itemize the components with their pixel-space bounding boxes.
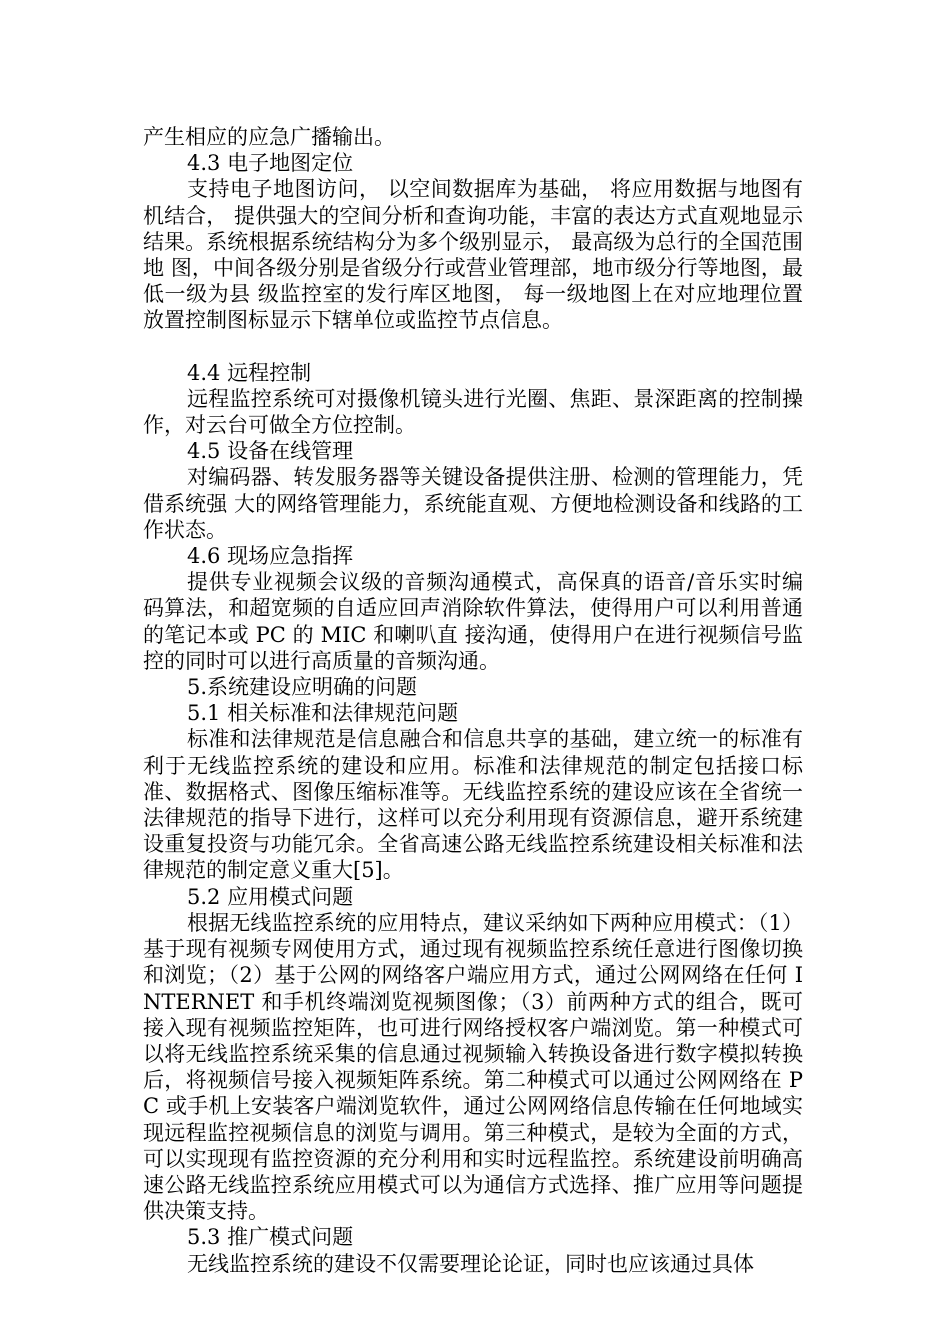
paragraph-application-modes: 根据无线监控系统的应用特点，建议采纳如下两种应用模式：（1）基于现有视频专网使用方式，通过现有视频监控系统任意进行图像切换和浏览；（2）基于公网的网络客户端应用方式，通过公网网络在任何 INTERNET 和手机终端浏览视频图像；（3）前两种方式的组合，既可接入现有视频监控矩阵，也可进行网络授权客户端浏览。第一种模式可以将无线监控系统采集的信息通过视频输入转换设备进行数字模拟转换后，将视频信号接入视频矩阵系统。第二种模式可以通过公网网络在 PC 或手机上安装客户端浏览软件，通过公网网络信息传输在任何地域实现远程监控视频信息的浏览与调用。第三种模式，是较为全面的方式，可以实现现有监控资源的充分利用和实时远程监控。系统建设前明确高速公路无线监控系统应用模式可以为通信方式选择、推广应用等问题提供决策支持。 bbox=[143, 910, 803, 1224]
paragraph-device-management: 对编码器、转发服务器等关键设备提供注册、检测的管理能力，凭借系统强 大的网络管理能力，系统能直观、方便地检测设备和线路的工作状态。 bbox=[143, 465, 803, 542]
paragraph-remote-control: 远程监控系统可对摄像机镜头进行光圈、焦距、景深距离的控制操作，对云台可做全方位控制。 bbox=[143, 386, 803, 438]
heading-4-4: 4.4 远程控制 bbox=[187, 360, 312, 385]
heading-4-3: 4.3 电子地图定位 bbox=[187, 151, 354, 176]
paragraph-standards: 标准和法律规范是信息融合和信息共享的基础，建立统一的标准有利于无线监控系统的建设和应用。标准和法律规范的制定包括接口标准、数据格式、图像压缩标准等。无线监控系统的建设应该在全省统一法律规范的指导下进行，这样可以充分利用现有资源信息，避开系统建设重复投资与功能冗余。全省高速公路无线监控系统建设相关标准和法律规范的制定意义重大[5]。 bbox=[143, 727, 803, 883]
heading-5-1: 5.1 相关标准和法律规范问题 bbox=[187, 701, 459, 726]
heading-4-6: 4.6 现场应急指挥 bbox=[187, 544, 354, 569]
document-page bbox=[143, 124, 803, 1277]
heading-5-2: 5.2 应用模式问题 bbox=[187, 884, 354, 909]
heading-4-5: 4.5 设备在线管理 bbox=[187, 439, 354, 464]
heading-5-3: 5.3 推广模式问题 bbox=[187, 1225, 354, 1250]
blank-line bbox=[143, 334, 803, 360]
heading-5: 5.系统建设应明确的问题 bbox=[187, 675, 418, 700]
paragraph-promotion: 无线监控系统的建设不仅需要理论论证，同时也应该通过具体 bbox=[187, 1251, 754, 1276]
paragraph-e-map: 支持电子地图访问， 以空间数据库为基础， 将应用数据与地图有机结合， 提供强大的空间分析和查询功能，丰富的表达方式直观地显示结果。系统根据系统结构分为多个级别显示， 最高级为总行的全国范围地 图，中间各级分别是省级分行或营业管理部，地市级分行等地图，最低一级为县 级监控室的发行库区地图， 每一级地图上在对应地理位置放置控制图标显示下辖单位或监控节点信息。 bbox=[143, 177, 803, 333]
paragraph-emergency-command: 提供专业视频会议级的音频沟通模式，高保真的语音/音乐实时编码算法，和超宽频的自适应回声消除软件算法，使得用户可以利用普通的笔记本或 PC 的 MIC 和喇叭直 接沟通，使得用户在进行视频信号监控的同时可以进行高质量的音频沟通。 bbox=[143, 570, 803, 673]
paragraph-continuation: 产生相应的应急广播输出。 bbox=[143, 125, 395, 149]
